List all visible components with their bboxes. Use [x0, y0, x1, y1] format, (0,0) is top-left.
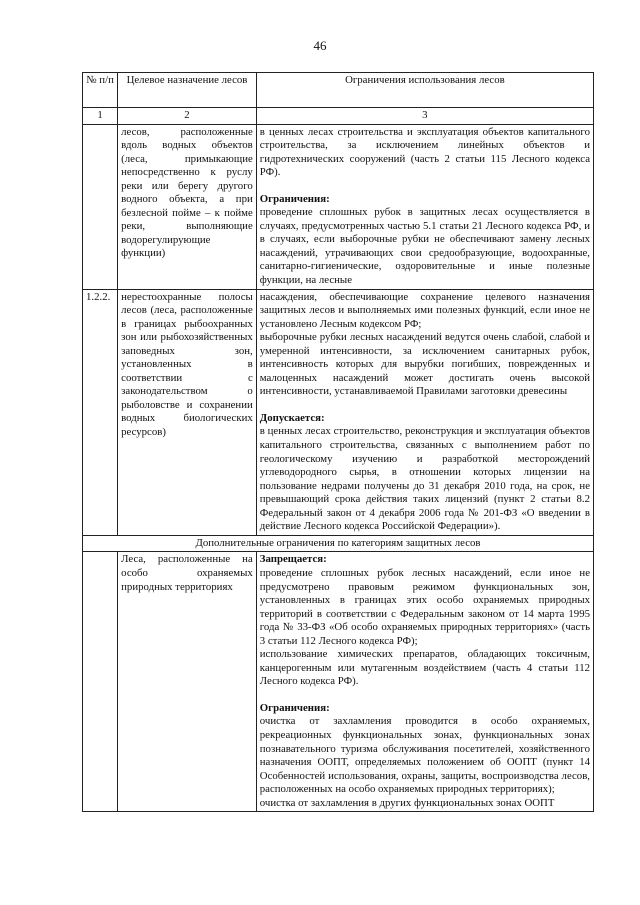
restriction-paragraph: использование химических препаратов, обладающих токсичным, канцерогенным или мутагенным воздействием (часть 4 статьи 112 Лесного кодекса РФ).	[259, 648, 590, 688]
row-number	[83, 124, 118, 289]
prohibited-heading: Запрещается:	[259, 553, 327, 566]
section-header: Дополнительные ограничения по категориям защитных лесов	[83, 535, 594, 552]
purpose-cell: нерестоохранные полосы лесов (леса, расположенные в границах рыбоохранных зон или рыбохозяйственных заповедных зон, установленных в соответствии с законодательством о рыболовстве и сохранении водных биологических ресурсов)	[118, 289, 257, 535]
header-purpose: Целевое назначение лесов	[118, 73, 257, 108]
restrictions-heading: Ограничения:	[259, 192, 330, 205]
col-number-2: 2	[118, 108, 257, 125]
row-number	[83, 552, 118, 812]
table-row	[83, 552, 594, 812]
restriction-paragraph: выборочные рубки лесных насаждений ведутся очень слабой, слабой и умеренной интенсивности, за исключением санитарных рубок, интенсивность которых для вырубки погибших, поврежденных и малоценных насаждений может достигать очень высокой интенсивности, устанавливаемой Правилами заготовки древесины	[259, 331, 590, 398]
row-number: 1.2.2.	[83, 289, 118, 535]
column-numbers-row	[83, 108, 594, 125]
restriction-paragraph: очистка от захламления проводится в особо охраняемых, рекреационных функциональных зонах, функциональных зонах познавательного туризма обслуживания посетителей, хозяйственного назначения ООПТ, определяемых положением об ООПТ (пункт 14 Особенностей использования, охраны, защиты, воспроизводства лесов, расположенных на особо охраняемых природных территориях);	[259, 715, 590, 796]
table-row	[83, 124, 594, 289]
restrictions-cell	[256, 289, 593, 535]
allowed-heading: Допускается:	[259, 411, 325, 424]
table-row	[83, 289, 594, 535]
page-number: 46	[313, 38, 327, 53]
table-header-row	[83, 73, 594, 108]
restriction-paragraph: очистка от захламления в других функциональных зонах ООПТ	[259, 796, 555, 809]
restriction-paragraph: в ценных лесах строительство, реконструкция и эксплуатация объектов капитального строительства, связанных с выполнением работ по геологическому изучению и разработкой месторождений углеводородного сырья, в отношении которых лицензии на пользование недрами получены до 31 декабря 2010 года, на срок, не превышающий срока действия таких лицензий (пункт 2 статьи 8.2 Федеральный закон от 4 декабря 2006 года № 201-ФЗ «О введении в действие Лесного кодекса Российской Федерации»).	[259, 425, 590, 533]
col-number-3: 3	[256, 108, 593, 125]
restrictions-cell	[256, 552, 593, 812]
col-number-1: 1	[83, 108, 118, 125]
section-header-row	[83, 535, 594, 552]
forest-restrictions-table	[82, 72, 594, 812]
restriction-paragraph: в ценных лесах строительства и эксплуатация объектов капитального строительства, за исключением линейных объектов и гидротехнических сооружений (часть 2 статьи 115 Лесного кодекса РФ).	[259, 125, 590, 179]
purpose-cell: лесов, расположенные вдоль водных объектов (леса, примыкающие непосредственно к руслу реки или берегу другого водного объекта, а при безлесной пойме – к пойме реки, выполняющие водорегулирующие функции)	[118, 124, 257, 289]
restrictions-heading: Ограничения:	[259, 701, 330, 714]
header-restrictions: Ограничения использования лесов	[256, 73, 593, 108]
restrictions-cell	[256, 124, 593, 289]
restriction-paragraph: проведение сплошных рубок в защитных лесах осуществляется в случаях, предусмотренных частью 5.1 статьи 21 Лесного кодекса РФ, и в случаях, если выборочные рубки не обеспечивают замену лесных насаждений, утрачивающих свои средообразующие, водоохранные, санитарно-гигиенические, оздоровительные и иные полезные функции, на лесные	[259, 206, 590, 287]
purpose-cell: Леса, расположенные на особо охраняемых природных территориях	[118, 552, 257, 812]
restriction-paragraph: насаждения, обеспечивающие сохранение целевого назначения защитных лесов и выполняемых ими полезных функций, если иное не установлено Лесным кодексом РФ;	[259, 290, 590, 330]
header-num: № п/п	[83, 73, 118, 108]
restriction-paragraph: проведение сплошных рубок лесных насаждений, если иное не предусмотрено правовым режимом функциональных зон, установленных в границах этих особо охраняемых природных территорий в соответствии с Федеральным законом от 14 марта 1995 года № 33-ФЗ «Об особо охраняемых природных территориях» (часть 3 статьи 112 Лесного кодекса РФ);	[259, 566, 590, 647]
